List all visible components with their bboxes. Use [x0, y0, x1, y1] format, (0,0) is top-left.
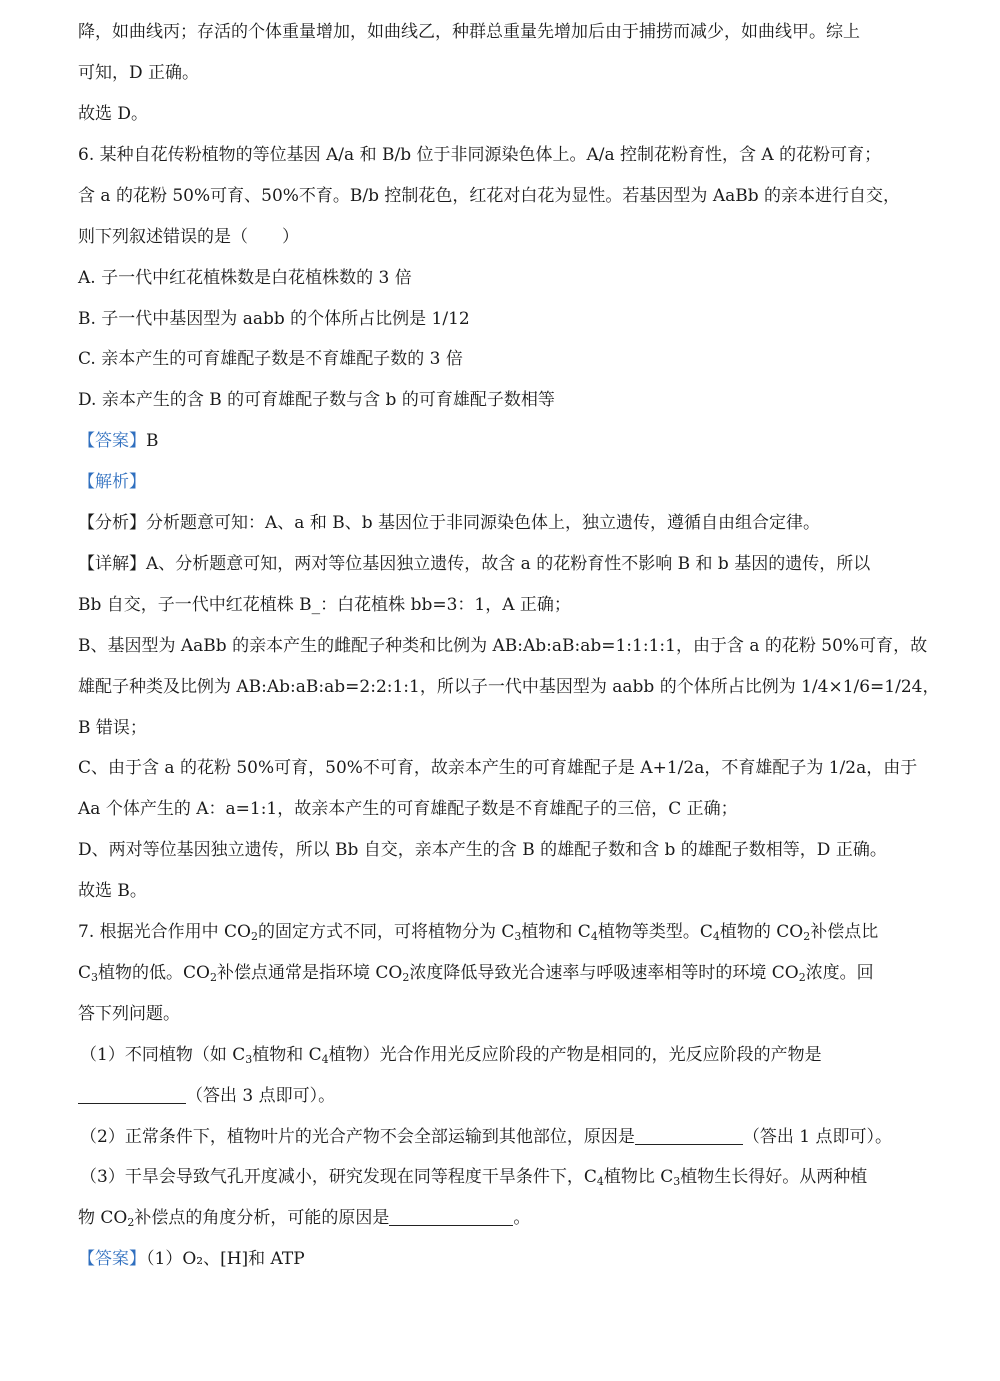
text-run: （答出 3 点即可）。	[186, 1086, 336, 1106]
fenxi-text: 分析题意可知：A、a 和 B、b 基因位于非同源染色体上，独立遗传，遵循自由组合定律。	[146, 513, 820, 533]
subscript: 3	[245, 1053, 253, 1066]
text-line: D、两对等位基因独立遗传，所以 Bb 自交，亲本产生的含 B 的雄配子数和含 b 的雄配子数相等，D 正确。	[78, 840, 887, 860]
text-line: 降，如曲线丙；存活的个体重量增加，如曲线乙，种群总重量先增加后由于捕捞而减少，如曲线甲。综上	[78, 22, 860, 42]
subscript: 2	[803, 930, 811, 943]
subscript: 3	[514, 930, 522, 943]
answer-line	[78, 1247, 930, 1271]
subscript: 3	[91, 971, 99, 984]
text-run: 。	[513, 1208, 531, 1228]
subscript: 2	[798, 971, 806, 984]
text-run: 7. 根据光合作用中 CO	[78, 922, 251, 942]
text-line	[78, 961, 930, 985]
text-run: 植物）光合作用光反应阶段的产物是相同的，光反应阶段的产物是	[328, 1045, 822, 1065]
sub-question-2	[80, 1125, 930, 1149]
text-run: 浓度。回	[805, 963, 874, 983]
text-run: （1）不同植物（如 C	[80, 1045, 246, 1065]
text-line: 含 a 的花粉 50%可育、50%不育。B/b 控制花色，红花对白花为显性。若基因型为 AaBb 的亲本进行自交，	[78, 186, 901, 206]
subscript: 3	[673, 1175, 681, 1188]
answer-blank	[78, 1086, 186, 1104]
detail-tag: 【详解】	[78, 554, 146, 574]
subscript: 4	[712, 930, 720, 943]
analysis-tag: 【解析】	[78, 472, 146, 492]
sub-question-1	[80, 1043, 930, 1067]
analysis-heading	[78, 470, 930, 494]
subscript: 2	[402, 971, 410, 984]
detail-line	[78, 552, 930, 576]
answer-line	[78, 429, 930, 453]
text-line	[78, 1206, 930, 1230]
text-run: 植物和 C	[521, 922, 591, 942]
text-line: B、基因型为 AaBb 的亲本产生的雌配子种类和比例为 AB:Ab:aB:ab=1:1:1:1，由于含 a 的花粉 50%可育，故	[78, 636, 928, 656]
question-6-stem: 6. 某种自花传粉植物的等位基因 A/a 和 B/b 位于非同源染色体上。A/a 控制花粉育性，含 A 的花粉可育；	[78, 145, 882, 165]
text-run: 补偿点的角度分析，可能的原因是	[134, 1208, 390, 1228]
subscript: 2	[209, 971, 217, 984]
subscript: 4	[321, 1053, 329, 1066]
text-line: Aa 个体产生的 A：a=1:1，故亲本产生的可育雄配子数是不育雄配子的三倍，C 正确；	[78, 799, 738, 819]
text-run: C	[78, 963, 92, 983]
option-c: C. 亲本产生的可育雄配子数是不育雄配子数的 3 倍	[78, 349, 463, 369]
subscript: 4	[590, 930, 598, 943]
text-run: （答出 1 点即可）。	[742, 1127, 892, 1147]
answer-tag: 【答案】	[78, 431, 146, 451]
text-line: 雄配子种类及比例为 AB:Ab:aB:ab=2:2:1:1，所以子一代中基因型为 aabb 的个体所占比例为 1/4×1/6=1/24，	[78, 677, 940, 697]
answer-value: B	[146, 431, 159, 451]
fenxi-line	[78, 511, 930, 535]
option-d: D. 亲本产生的含 B 的可育雄配子数与含 b 的可育雄配子数相等	[78, 390, 555, 410]
text-line: 答下列问题。	[78, 1004, 180, 1024]
sub-question-3	[80, 1165, 930, 1189]
option-b: B. 子一代中基因型为 aabb 的个体所占比例是 1/12	[78, 309, 470, 329]
text-line: 可知，D 正确。	[78, 63, 200, 83]
text-run: 补偿点比	[810, 922, 879, 942]
question-7-stem	[78, 920, 930, 944]
text-line: Bb 自交，子一代中红花植株 B_：白花植株 bb=3：1，A 正确；	[78, 595, 571, 615]
text-run: 的固定方式不同，可将植物分为 C	[257, 922, 515, 942]
text-line: B 错误；	[78, 718, 147, 738]
text-run: 植物和 C	[252, 1045, 322, 1065]
subscript: 4	[596, 1175, 604, 1188]
text-run: （3）干旱会导致气孔开度减小，研究发现在同等程度干旱条件下，C	[80, 1167, 597, 1187]
text-run: 植物生长得好。从两种植	[680, 1167, 868, 1187]
answer-tag: 【答案】	[78, 1249, 146, 1269]
text-run: 植物比 C	[603, 1167, 674, 1187]
text-line: 则下列叙述错误的是（ ）	[78, 227, 299, 247]
text-run: 植物的 CO	[719, 922, 804, 942]
subscript: 2	[250, 930, 258, 943]
text-run: 植物等类型。C	[597, 922, 713, 942]
text-run: （2）正常条件下，植物叶片的光合产物不会全部运输到其他部位，原因是	[80, 1127, 635, 1147]
text-run: 物 CO	[78, 1208, 128, 1228]
answer-value: （1）O₂、[H]和 ATP	[146, 1249, 305, 1269]
fenxi-tag: 【分析】	[78, 513, 146, 533]
conclusion-line: 故选 B。	[78, 881, 147, 901]
text-line: C、由于含 a 的花粉 50%可育，50%不可育，故亲本产生的可育雄配子是 A+1/2a，不育雄配子为 1/2a，由于	[78, 758, 918, 778]
text-run: 植物的低。CO	[98, 963, 210, 983]
text-line: 故选 D。	[78, 104, 149, 124]
answer-blank	[635, 1127, 743, 1145]
text-line	[78, 1084, 930, 1108]
option-a: A. 子一代中红花植株数是白花植株数的 3 倍	[78, 268, 412, 288]
answer-blank	[389, 1208, 513, 1226]
text-run: 补偿点通常是指环境 CO	[216, 963, 403, 983]
text-run: 浓度降低导致光合速率与呼吸速率相等时的环境 CO	[409, 963, 799, 983]
detail-text: A、分析题意可知，两对等位基因独立遗传，故含 a 的花粉育性不影响 B 和 b 基因的遗传，所以	[146, 554, 871, 574]
subscript: 2	[127, 1216, 135, 1229]
